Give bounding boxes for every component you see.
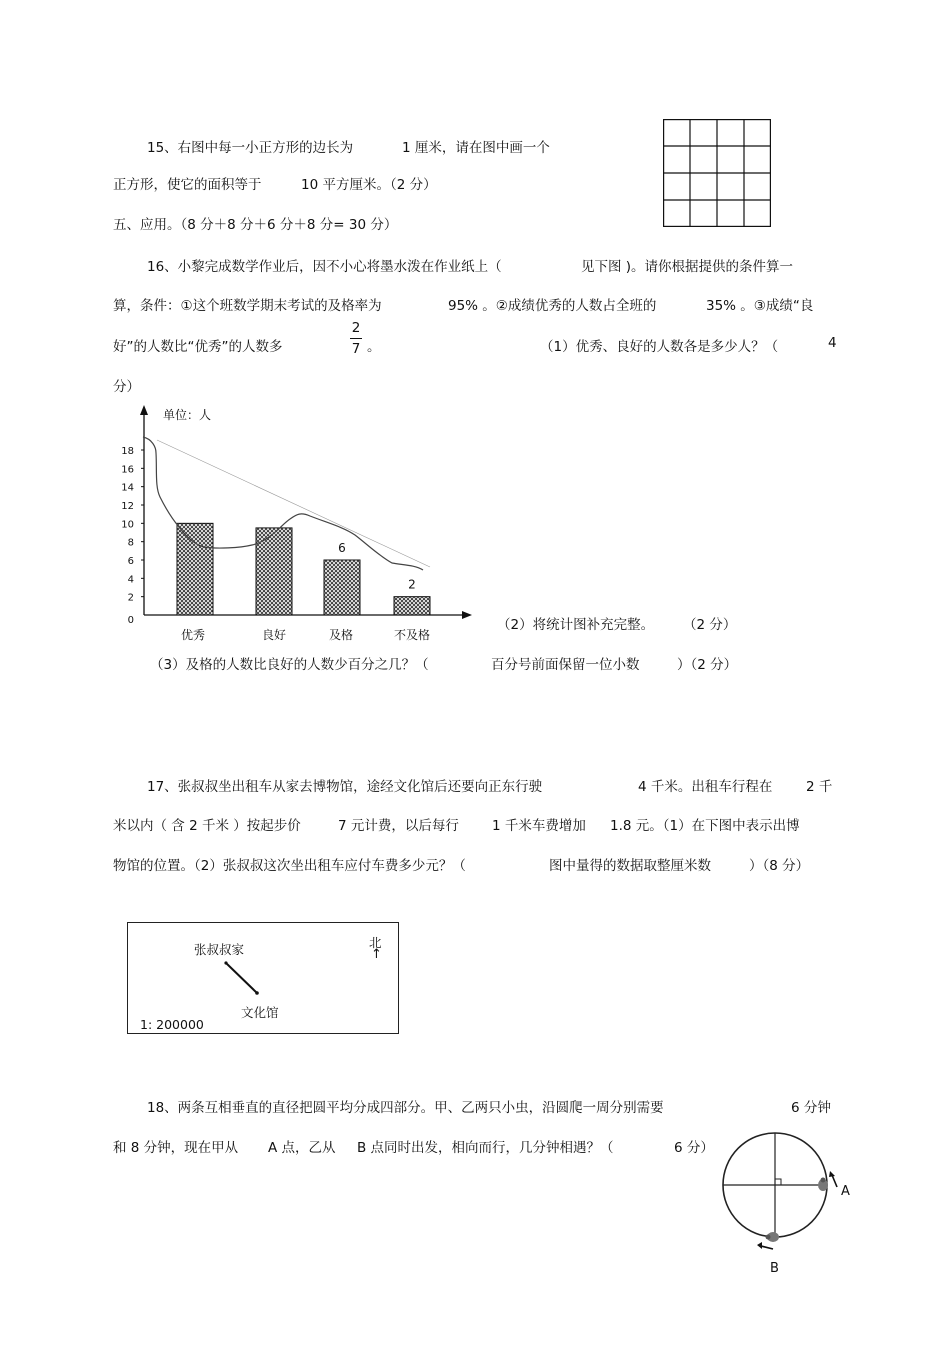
category-label: 良好 [261,628,287,642]
data-label: 6 [338,541,346,555]
q16-line3-c: （1）优秀、良好的人数各是多少人？（ [540,339,779,355]
q16-line3-a: 好”的人数比“优秀”的人数多 [113,339,283,355]
route-segment [128,923,398,1033]
category-label: 及格 [328,628,354,642]
q16-part3-b: 百分号前面保留一位小数 [491,657,640,673]
y-tick-label: 12 [121,501,134,512]
q15-line1-a: 15、右图中每一小正方形的边长为 [147,140,354,156]
q17-line1-a: 17、张叔叔坐出租车从家去博物馆，途经文化馆后还要向正东行驶 [147,779,543,795]
category-label: 不及格 [393,628,431,642]
bar-chart [100,395,480,650]
north-arrow-icon: ↑ [371,947,382,962]
bar-3 [324,560,360,615]
bar-4 [394,597,430,615]
arrow-a-icon [829,1171,837,1187]
q18-line2-d: 6 分） [674,1140,714,1156]
square-grid [663,119,771,227]
section-title: 五、应用。（8 分＋8 分＋6 分＋8 分= 30 分） [113,217,398,233]
q16-line2-a: 算，条件：①这个班数学期末考试的及格率为 [113,298,382,314]
q17-line2-c: 1 千米车费增加 [492,818,586,834]
q18-line2-a: 和 8 分钟，现在甲从 [113,1140,239,1156]
y-tick-label: 0 [127,615,134,626]
q15-line1-b: 1 厘米，请在图中画一个 [402,140,550,156]
y-tick-label: 6 [127,556,134,567]
q17-line3-b: 图中量得的数据取整厘米数 [549,858,711,874]
q15-line2-a: 正方形，使它的面积等于 [113,177,262,193]
unit-label: 单位：人 [163,408,212,422]
q16-part2: （2）将统计图补充完整。 [497,617,655,633]
y-tick-label: 2 [127,592,134,604]
q16-line2-b: 95% 。②成绩优秀的人数占全班的 [448,298,657,314]
map-box [127,922,399,1034]
q18-line2-b: A 点，乙从 [268,1140,336,1156]
q18-line1-b: 6 分钟 [791,1100,831,1116]
arrow-b-icon [757,1242,773,1249]
category-label: 优秀 [180,628,206,642]
q16-line3-d: 4 [828,335,837,351]
y-tick-label: 16 [121,464,134,476]
y-tick-label: 8 [127,537,134,549]
fraction-bar [350,338,362,339]
x-axis-arrow-icon [462,611,472,619]
bar-1 [177,523,213,615]
q17-line2-b: 7 元计费，以后每行 [338,818,459,834]
y-tick-label: 18 [121,446,134,457]
q16-line4: 分） [113,379,140,395]
q17-line2-a: 米以内（ 含 2 千米 ）按起步价 [113,818,301,834]
q18-line2-c: B 点同时出发，相向而行，几分钟相遇？（ [357,1140,614,1156]
y-tick-label: 10 [121,519,134,531]
q16-line1-b: 见下图 )。请你根据提供的条件算一 [581,259,794,275]
label-a: A [841,1184,850,1199]
y-tick-label: 4 [127,574,134,586]
map-culture-label: 文化馆 [241,1005,279,1020]
y-tick-label: 14 [121,482,134,494]
label-b: B [770,1261,779,1276]
q16-part3-a: （3）及格的人数比良好的人数少百分之几？（ [150,657,429,673]
q17-line2-d: 1.8 元。（1）在下图中表示出博 [610,818,800,834]
q15-line2-b: 10 平方厘米。（2 分） [301,177,437,193]
q16-part3-c: ）（2 分） [677,657,738,673]
map-home-label: 张叔叔家 [194,942,245,957]
q16-part2-score: （2 分） [683,617,737,633]
q16-line1-a: 16、小黎完成数学作业后，因不小心将墨水泼在作业纸上（ [147,259,502,275]
q17-line3-c: ）（8 分） [749,858,810,874]
q17-line1-c: 2 千 [806,779,833,795]
q16-line3-b: 。 [367,339,381,355]
data-label: 2 [408,577,416,592]
fraction-numerator: 2 [351,320,361,336]
map-scale: 1: 200000 [140,1017,204,1032]
fraction [350,320,362,357]
circle-diagram [715,1125,865,1285]
q16-line2-c: 35% 。③成绩“良 [706,298,814,314]
map-north-label: 北 [369,935,382,950]
bug-b-icon [766,1232,780,1242]
fraction-denominator: 7 [351,341,361,357]
q17-line3-a: 物馆的位置。（2）张叔叔这次坐出租车应付车费多少元？（ [113,858,466,874]
q17-line1-b: 4 千米。出租车行程在 [638,779,773,795]
y-axis-arrow-icon [140,405,148,415]
q18-line1-a: 18、两条互相垂直的直径把圆平均分成四部分。甲、乙两只小虫，沿圆爬一周分别需要 [147,1100,664,1116]
